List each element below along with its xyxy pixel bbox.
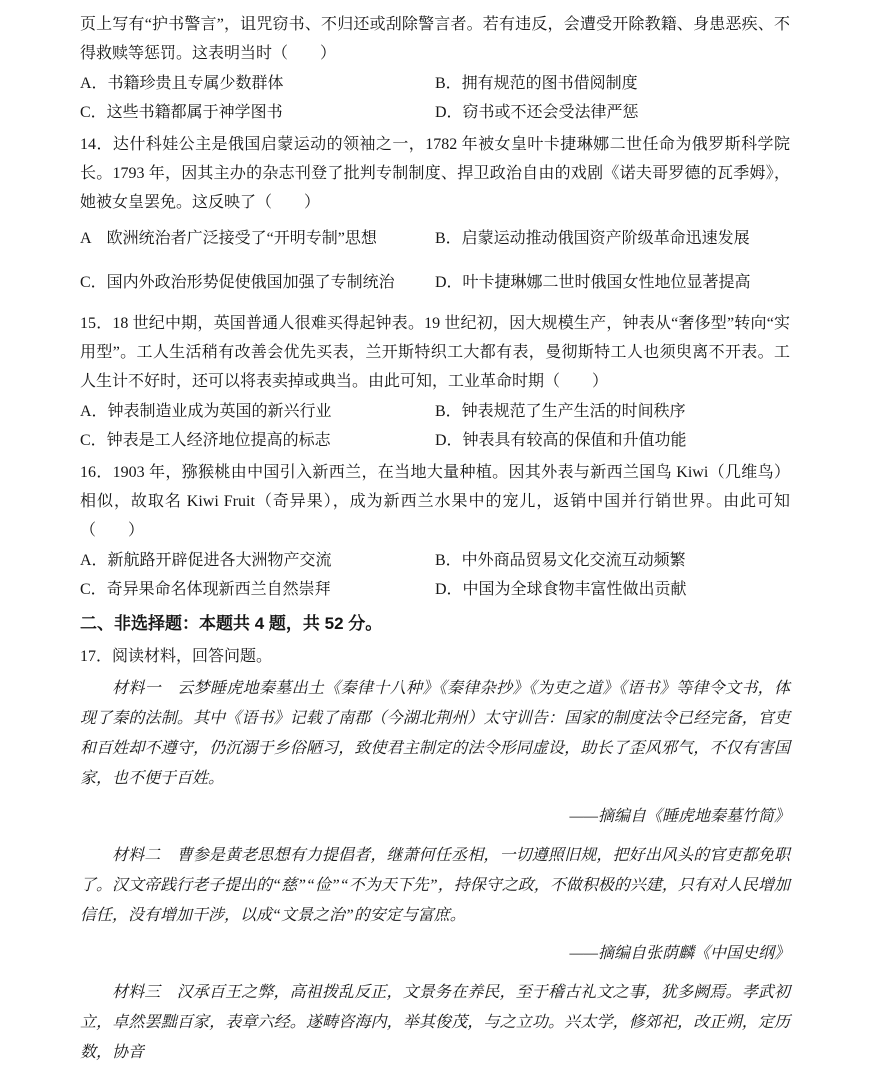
question-17-lead: 17．阅读材料，回答问题。 bbox=[80, 648, 273, 665]
question-13-option-c: C．这些书籍都属于神学图书 bbox=[80, 104, 283, 121]
question-13-option-a: A．书籍珍贵且专属少数群体 bbox=[80, 75, 284, 92]
question-15-option-b: B．钟表规范了生产生活的时间秩序 bbox=[435, 403, 686, 420]
question-15-stem: 15．18 世纪中期，英国普通人很难买得起钟表。19 世纪初，因大规模生产，钟表从“奢侈型”转向“实用型”。工人生活稍有改善会优先买表，兰开斯特织工大都有表，曼彻斯特工人也须臾离不开表。工人生计不好时，还可以将表卖掉或典当。由此可知，工业革命时期（ ） bbox=[80, 315, 790, 390]
question-17 bbox=[80, 642, 790, 1068]
question-16-option-a: A．新航路开辟促进各大洲物产交流 bbox=[80, 552, 332, 569]
question-14-option-a: A 欧洲统治者广泛接受了“开明专制”思想 bbox=[80, 230, 377, 247]
question-16-stem: 16．1903 年，猕猴桃由中国引入新西兰，在当地大量种植。因其外表与新西兰国鸟 Kiwi（几维鸟）相似，故取名 Kiwi Fruit（奇异果），成为新西兰水果中的宠儿，返销中国并行销世界。由此可知（ ） bbox=[80, 464, 790, 539]
question-13-options bbox=[80, 69, 790, 127]
question-15-options bbox=[80, 397, 790, 455]
question-13-stem-tail: 页上写有“护书警言”，诅咒窃书、不归还或刮除警言者。若有违反，会遭受开除教籍、身患恶疾、不得救赎等惩罚。这表明当时（ ） bbox=[80, 16, 790, 62]
question-16-option-b: B．中外商品贸易文化交流互动频繁 bbox=[435, 552, 686, 569]
question-14-stem: 14．达什科娃公主是俄国启蒙运动的领袖之一，1782 年被女皇叶卡捷琳娜二世任命为俄罗斯科学院长。1793 年，因其主办的杂志刊登了批判专制制度、捍卫政治自由的戏剧《诺夫哥罗德的瓦季姆》，她被女皇罢免。这反映了（ ） bbox=[80, 136, 790, 211]
question-15-option-c: C．钟表是工人经济地位提高的标志 bbox=[80, 432, 331, 449]
question-17-material-2: 材料二 曹参是黄老思想有力提倡者，继萧何任丞相，一切遵照旧规，把好出风头的官吏都免职了。汉文帝践行老子提出的“慈”“俭”“不为天下先”，持保守之政，不做积极的兴建，只有对人民增加信任，没有增加干涉，以成“文景之治”的安定与富庶。 bbox=[80, 847, 790, 924]
question-14-option-d: D．叶卡捷琳娜二世时俄国女性地位显著提高 bbox=[435, 274, 751, 291]
question-16-option-d: D．中国为全球食物丰富性做出贡献 bbox=[435, 581, 687, 598]
question-13-option-d: D．窃书或不还会受法律严惩 bbox=[435, 104, 639, 121]
question-16 bbox=[80, 458, 790, 604]
section-2-header: 二、非选择题：本题共 4 题，共 52 分。 bbox=[80, 614, 383, 633]
question-15-option-d: D．钟表具有较高的保值和升值功能 bbox=[435, 432, 687, 449]
question-13-continuation bbox=[80, 10, 790, 127]
question-17-source-1: ——摘编自《睡虎地秦墓竹简》 bbox=[569, 808, 790, 825]
question-15-option-a: A．钟表制造业成为英国的新兴行业 bbox=[80, 403, 332, 420]
question-13-option-b: B．拥有规范的图书借阅制度 bbox=[435, 75, 638, 92]
question-17-material-1: 材料一 云梦睡虎地秦墓出土《秦律十八种》《秦律杂抄》《为吏之道》《语书》等律令文书，体现了秦的法制。其中《语书》记载了南郡（今湖北荆州）太守训告：国家的制度法令已经完备，官吏和百姓却不遵守，仍沉溺于乡俗陋习，致使君主制定的法令形同虚设，助长了歪风邪气，不仅有害国家，也不便于百姓。 bbox=[80, 680, 790, 787]
question-17-material-3: 材料三 汉承百王之弊，高祖拨乱反正，文景务在养民，至于稽古礼文之事，犹多阙焉。孝武初立，卓然罢黜百家，表章六经。遂畴咨海内，举其俊茂，与之立功。兴太学，修郊祀，改正朔，定历数，协音 bbox=[80, 984, 790, 1061]
question-14-option-c: C．国内外政治形势促使俄国加强了专制统治 bbox=[80, 274, 395, 291]
question-14-options bbox=[80, 224, 790, 297]
question-17-source-2: ——摘编自张荫麟《中国史纲》 bbox=[569, 945, 790, 962]
question-16-options bbox=[80, 546, 790, 604]
question-14-option-b: B．启蒙运动推动俄国资产阶级革命迅速发展 bbox=[435, 230, 750, 247]
question-16-option-c: C．奇异果命名体现新西兰自然崇拜 bbox=[80, 581, 331, 598]
question-15 bbox=[80, 309, 790, 455]
question-14 bbox=[80, 130, 790, 297]
